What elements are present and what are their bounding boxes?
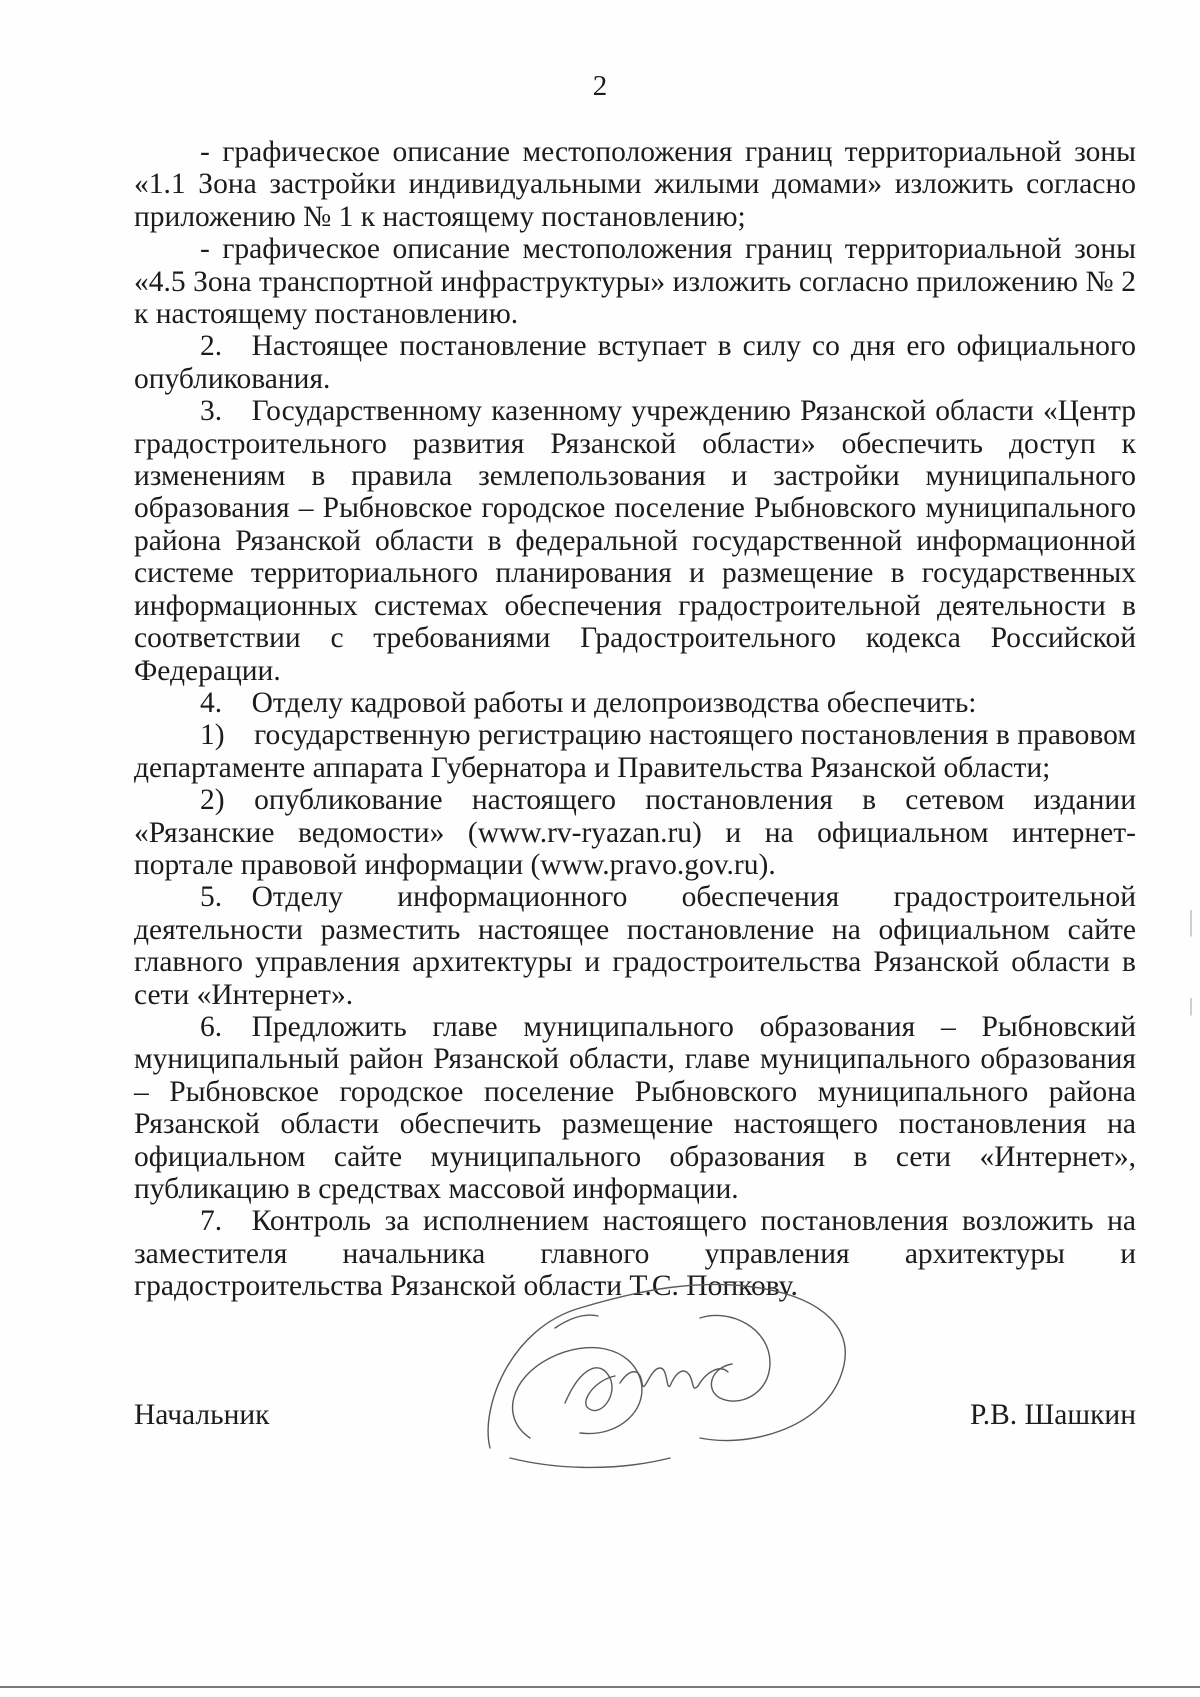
signatory-title: Начальник (134, 1399, 270, 1431)
paragraph-item-4-2: 2) опубликование настоящего постановления в сетевом издании «Рязанские ведомости» (www.rv-ryazan.ru) и на официальном интернет-портале правовой информации (www.pravo.gov.ru). (134, 784, 1136, 881)
paragraph-item-3: 3. Государственному казенному учреждению Рязанской области «Центр градостроительного развития Рязанской области» обеспечить доступ к изменениям в правила землепользования и застройки муниципального образования – Рыбновское городское поселение Рыбновского муниципального района Рязанской области в федеральной государственной информационной системе территориального планирования и размещение в государственных информационных системах обеспечения градостроительной деятельности в соответствии с требованиями Градостроительного кодекса Российской Федерации. (134, 395, 1136, 687)
paragraph-item-5: 5. Отделу информационного обеспечения градостроительной деятельности разместить настоящее постановление на официальном сайте главного управления архитектуры и градостроительства Рязанской области в сети «Интернет». (134, 881, 1136, 1011)
paragraph-item-7: 7. Контроль за исполнением настоящего постановления возложить на заместителя начальника главного управления архитектуры и градостроительства Рязанской области Т.С. Попкову. (134, 1205, 1136, 1303)
paragraph-zone-1-1: - графическое описание местоположения границ территориальной зоны «1.1 Зона застройки индивидуальными жилыми домами» изложить согласно приложению № 1 к настоящему постановлению; (134, 136, 1136, 233)
scan-edge-marks (1190, 910, 1192, 1130)
document-body (134, 136, 1136, 1303)
scan-bottom-edge (0, 1686, 1200, 1688)
paragraph-item-4: 4. Отделу кадровой работы и делопроизводства обеспечить: (200, 686, 977, 719)
paragraph-item-4-1: 1) государственную регистрацию настоящего постановления в правовом департаменте аппарата Губернатора и Правительства Рязанской области; (134, 719, 1136, 784)
page-number: 2 (592, 70, 608, 102)
handwritten-signature (470, 1268, 870, 1488)
paragraph-zone-4-5: - графическое описание местоположения границ территориальной зоны «4.5 Зона транспортной инфраструктуры» изложить согласно приложению № 2 к настоящему постановлению. (134, 233, 1136, 331)
paragraph-item-6: 6. Предложить главе муниципального образования – Рыбновский муниципальный район Рязанской области, главе муниципального образования – Рыбновское городское поселение Рыбновского муниципального района Рязанской области обеспечить размещение настоящего постановления на официальном сайте муниципального образования в сети «Интернет», публикацию в средствах массовой информации. (134, 1010, 1136, 1205)
signatory-name: Р.В. Шашкин (970, 1399, 1136, 1431)
paragraph-item-2: 2. Настоящее постановление вступает в силу со дня его официального опубликования. (134, 330, 1136, 395)
